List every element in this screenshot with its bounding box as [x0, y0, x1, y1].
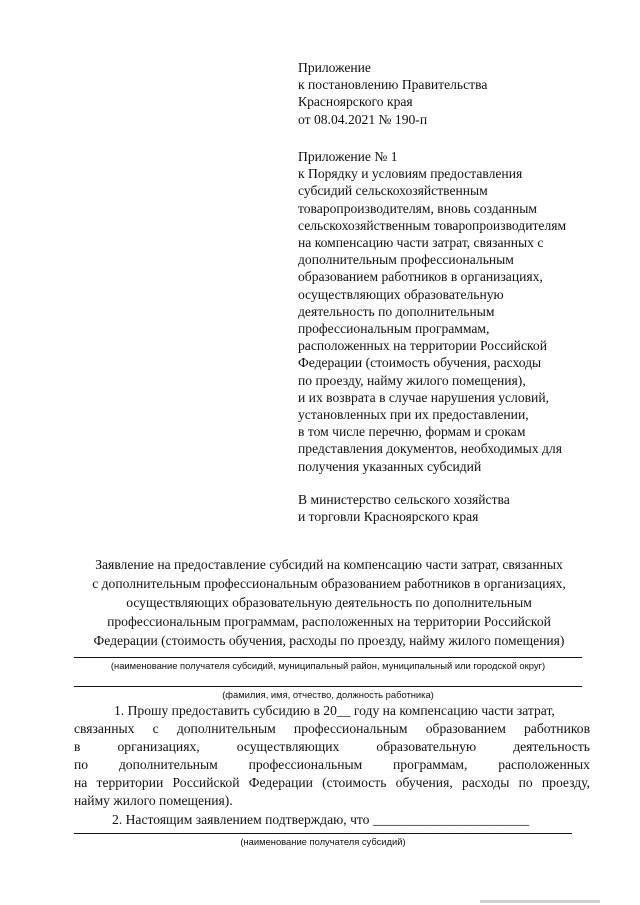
- recipient-short-field[interactable]: [74, 833, 572, 834]
- appendix-1-line: представления документов, необходимых для: [298, 441, 562, 457]
- scan-edge-mark: [480, 900, 600, 903]
- word: организациях,: [117, 739, 200, 755]
- paragraph-1-line: [74, 756, 590, 774]
- appendix-1-line: деятельность по дополнительным: [298, 303, 495, 319]
- title-line: Заявление на предоставление субсидий на компенсацию части затрат, связанных: [95, 557, 563, 572]
- paragraph-1-line: связанных с дополнительным профессиональным образованием работников: [74, 721, 590, 737]
- appendix-1-line: профессиональным программам,: [298, 321, 490, 337]
- recipient-block: [298, 491, 618, 525]
- paragraph-1-line: 1. Прошу предоставить субсидию в 20__ году на компенсацию части затрат,: [114, 703, 555, 718]
- word: деятельность: [513, 739, 590, 755]
- appendix-1-line: в том числе перечню, формам и срокам: [298, 424, 526, 440]
- appendix-1-line: Приложение № 1: [298, 149, 398, 164]
- paragraph-1-line: [74, 738, 590, 756]
- word: по: [74, 757, 89, 773]
- appendix-1-line: сельскохозяйственным товаропроизводителям: [298, 217, 567, 233]
- header-appendix-line: Красноярского края: [298, 94, 413, 110]
- header-appendix-line: от 08.04.2021 № 190-п: [298, 111, 428, 127]
- appendix-1-line: получения указанных субсидий: [298, 458, 482, 474]
- header-appendix-line: Приложение: [298, 60, 371, 75]
- title-line: осуществляющих образовательную деятельность по дополнительным: [126, 595, 532, 610]
- word: в: [74, 739, 81, 755]
- appendix-1-line: образованием работников в организациях,: [298, 269, 543, 285]
- recipient-line: В министерство сельского хозяйства: [298, 492, 510, 507]
- title-line: Федерации (стоимость обучения, расходы по проезду, найму жилого помещения): [93, 633, 565, 648]
- employee-field[interactable]: [74, 686, 582, 687]
- appendix-1-line: субсидий сельскохозяйственным: [298, 183, 488, 199]
- employee-caption: (фамилия, имя, отчество, должность работника): [222, 689, 434, 700]
- paragraph-2: 2. Настоящим заявлением подтверждаю, что _______________________: [112, 812, 530, 827]
- appendix-1-line: Федерации (стоимость обучения, расходы: [298, 355, 542, 371]
- appendix-1-line: дополнительным профессиональным: [298, 252, 514, 268]
- title-line: профессиональным программам, расположенных на территории Российской: [107, 614, 551, 629]
- paragraph-1-line: найму жилого помещения).: [74, 793, 233, 809]
- header-appendix-block: [298, 59, 618, 128]
- word: расположенных: [498, 757, 590, 773]
- appendix-1-block: [298, 148, 618, 475]
- application-title: [66, 555, 592, 650]
- appendix-1-line: расположенных на территории Российской: [298, 338, 547, 354]
- word: профессиональным: [248, 757, 363, 773]
- recipient-name-field[interactable]: [74, 657, 582, 658]
- paragraph-1-line: на территории Российской Федерации (стоимость обучения, расходы по проезду,: [74, 775, 590, 791]
- word: программам,: [393, 757, 468, 773]
- word: образовательную: [376, 739, 477, 755]
- recipient-short-caption: (наименование получателя субсидий): [240, 836, 406, 847]
- appendix-1-line: к Порядку и условиям предоставления: [298, 166, 523, 182]
- recipient-line: и торговли Красноярского края: [298, 509, 479, 525]
- appendix-1-line: установленных при их предоставлении,: [298, 407, 529, 423]
- header-appendix-line: к постановлению Правительства: [298, 77, 488, 93]
- appendix-1-line: товаропроизводителям, вновь созданным: [298, 200, 537, 216]
- word: осуществляющих: [236, 739, 340, 755]
- appendix-1-line: по проезду, найму жилого помещения),: [298, 372, 526, 388]
- paragraph-1: [74, 702, 590, 811]
- appendix-1-line: на компенсацию части затрат, связанных с: [298, 235, 544, 251]
- appendix-1-line: осуществляющих образовательную: [298, 286, 504, 302]
- appendix-1-line: и их возврата в случае нарушения условий,: [298, 389, 550, 405]
- title-line: с дополнительным профессиональным образованием работников в организациях,: [92, 576, 566, 591]
- word: дополнительным: [118, 757, 218, 773]
- recipient-name-caption: (наименование получателя субсидий, муниципальный район, муниципальный или городской округ): [110, 660, 546, 671]
